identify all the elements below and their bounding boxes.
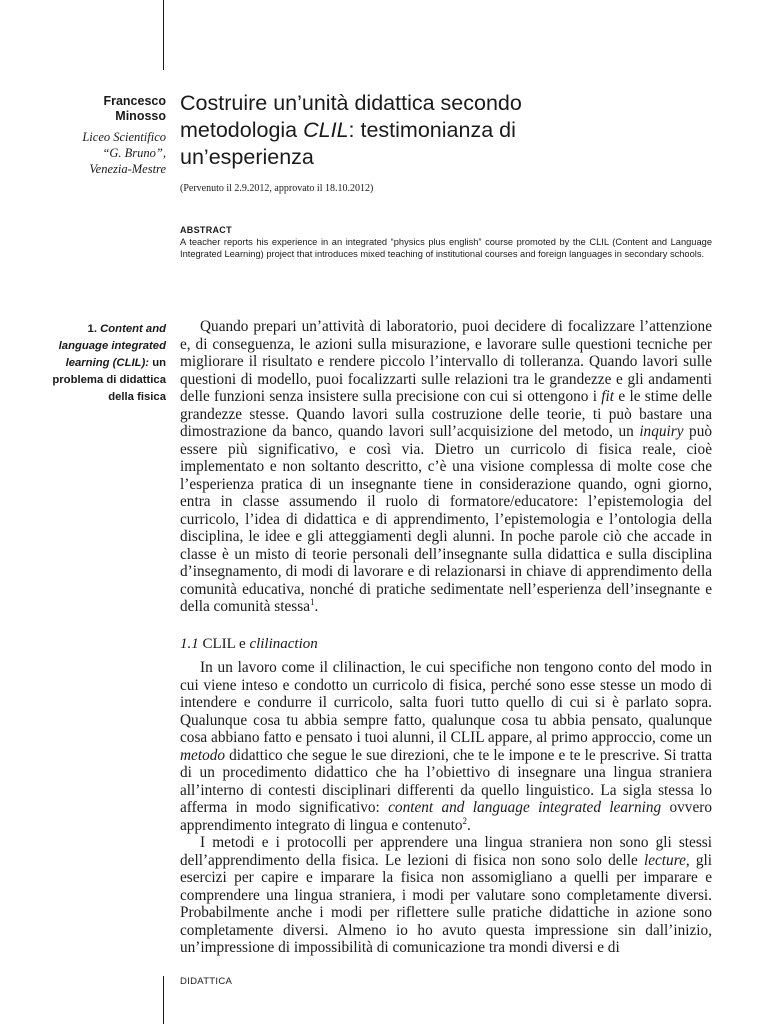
subsection-pre: CLIL e (198, 636, 250, 652)
received-dates: (Pervenuto il 2.9.2012, approvato il 18.10.2012) (180, 183, 374, 194)
article-title (180, 90, 700, 171)
title-line-1: Costruire un’unità didattica secondo (180, 91, 522, 115)
text-run: , gli esercizi per capire e imparare la fisica non assomigliano a quelli per imparare e comprendere una lingua straniera, i modi per valutare sono completamente diversi. Probabilmente anche i modi per riflettere sulle pratiche didattiche in azione sono completamente diversi. Almeno io ho avuto questa impressione sin dall’inizio, un’impressione di impossibilità di comunicazione tra mondi diversi e di (180, 851, 712, 956)
title-line-2-post: : testimonianza di (348, 118, 516, 142)
footnote-ref-2[interactable]: 2 (462, 815, 467, 826)
affiliation-line: Venezia-Mestre (89, 162, 166, 176)
text-run: Quando prepari un’attività di laboratorio, puoi decidere di focalizzare l’attenzione e, di conseguenza, le azioni sulla misurazione, e lavorare sulle questioni tecniche per migliorare il risultato e rendere piccolo l’intervallo di tolleranza. Quando lavori sulle questioni di modello, puoi focalizzarti sulle relazioni tra le grandezze e gli andamenti delle funzioni senza insistere sulla precisione con cui si ottengono i (180, 318, 712, 405)
text-run: I metodi e i protocolli per apprendere una lingua straniera non sono gli stessi dell’apprendimento della fisica. Le lezioni di fisica non sono solo delle (180, 834, 712, 869)
abstract-heading: ABSTRACT (180, 225, 232, 235)
affiliation-line: Liceo Scientifico (82, 130, 166, 144)
body-paragraph-3 (180, 834, 712, 957)
text-run: può essere più significativo, e così via. Dietro un curricolo di fisica reale, cioè implementato e non soltanto descritto, c’è una visione complessa di molte cose che l’esperienza pratica di un insegnante tiene in considerazione quando, ogni giorno, entra in classe assumendo il ruolo di formatore/educatore: l’epistemologia del curricolo, l’idea di didattica e di apprendimento, l’epistemologia e l’ontologia della disciplina, le idee e gli atteggiamenti degli alunni. In poche parole ciò che accade in classe è un misto di teorie personali dell’insegnante sulla didattica e sulla disciplina d’insegnamento, di modi di lavorare e di relazionarsi in chiave di apprendimento della comunità educativa, nonché di pratiche sedimentate nell’esperienza dell’insegnante e della comunità stessa (180, 423, 712, 615)
affiliation-line: “G. Bruno”, (102, 146, 166, 160)
author-affiliation (60, 129, 166, 177)
text-em: lecture (643, 851, 686, 869)
text-run: didattico che segue le sue direzioni, che te le impone e te le prescrive. Si tratta di un procedimento didattico che ha l’obiettivo di insegnare una lingua straniera all’interno di contesti disciplinari differenti da quello linguistico. La sigla stessa lo afferma in modo significativo: (180, 746, 712, 816)
title-line-3: un’esperienza (180, 145, 314, 169)
text-em: metodo (180, 746, 226, 764)
text-em: inquiry (639, 423, 684, 440)
text-em: content and language integrated learning (388, 799, 662, 816)
text-run: . (314, 598, 319, 615)
text-run: ovvero apprendimento integrato di lingua e contenuto (180, 799, 712, 834)
author-first-name: Francesco (103, 94, 166, 108)
section-heading-em: Content and language integrated learning (CLIL): (58, 323, 166, 369)
author-block (60, 94, 166, 177)
author-last-name: Minosso (115, 109, 166, 123)
text-run: In un lavoro come il clilinaction, le cui specifiche non tengono conto del modo in cui viene inteso e condotto un curricolo di fisica, perché sono esse stesse un modo di intendere e condurre il curricolo, salta fuori tutto quello di cui si è parlato sopra. Qualunque cosa tu abbia sempre fatto, qualunque cosa tu abbia pensato, qualunque cosa abbiano fatto e pensato i tuoi alunni, il CLIL appare, al primo approccio, come un (180, 659, 712, 746)
subsection-em: clilinaction (249, 636, 318, 652)
text-run: e le stime delle grandezze stesse. Quando lavori sulla costruzione delle teorie, ti può bastare una dimostrazione da banco, quando lavori sull’acquisizione del metodo, un (180, 388, 712, 440)
running-footer: DIDATTICA (180, 976, 233, 987)
section-heading-rest: un problema di didattica della fisica (52, 357, 166, 403)
footnote-ref-1[interactable]: 1 (310, 596, 315, 607)
vertical-rule-top (163, 0, 164, 70)
section-1-heading (40, 321, 166, 406)
subsection-1-1-heading (180, 636, 318, 653)
title-line-2-em: CLIL (303, 118, 349, 142)
body-paragraphs-2-3 (180, 659, 712, 957)
vertical-rule-bottom (163, 976, 164, 1024)
abstract-text: A teacher reports his experience in an integrated “physics plus english” course promoted by the CLIL (Content and Language Integrated Learning) project that introduces mixed teaching of institutional courses and foreign languages in secondary schools. (180, 237, 712, 260)
subsection-number: 1.1 (180, 636, 199, 652)
text-run: . (467, 816, 471, 834)
section-number: 1. (87, 323, 97, 335)
body-paragraph-2 (180, 659, 712, 834)
text-em: fit (601, 388, 615, 405)
title-line-2-pre: metodologia (180, 118, 304, 142)
body-paragraph-1 (180, 318, 712, 616)
